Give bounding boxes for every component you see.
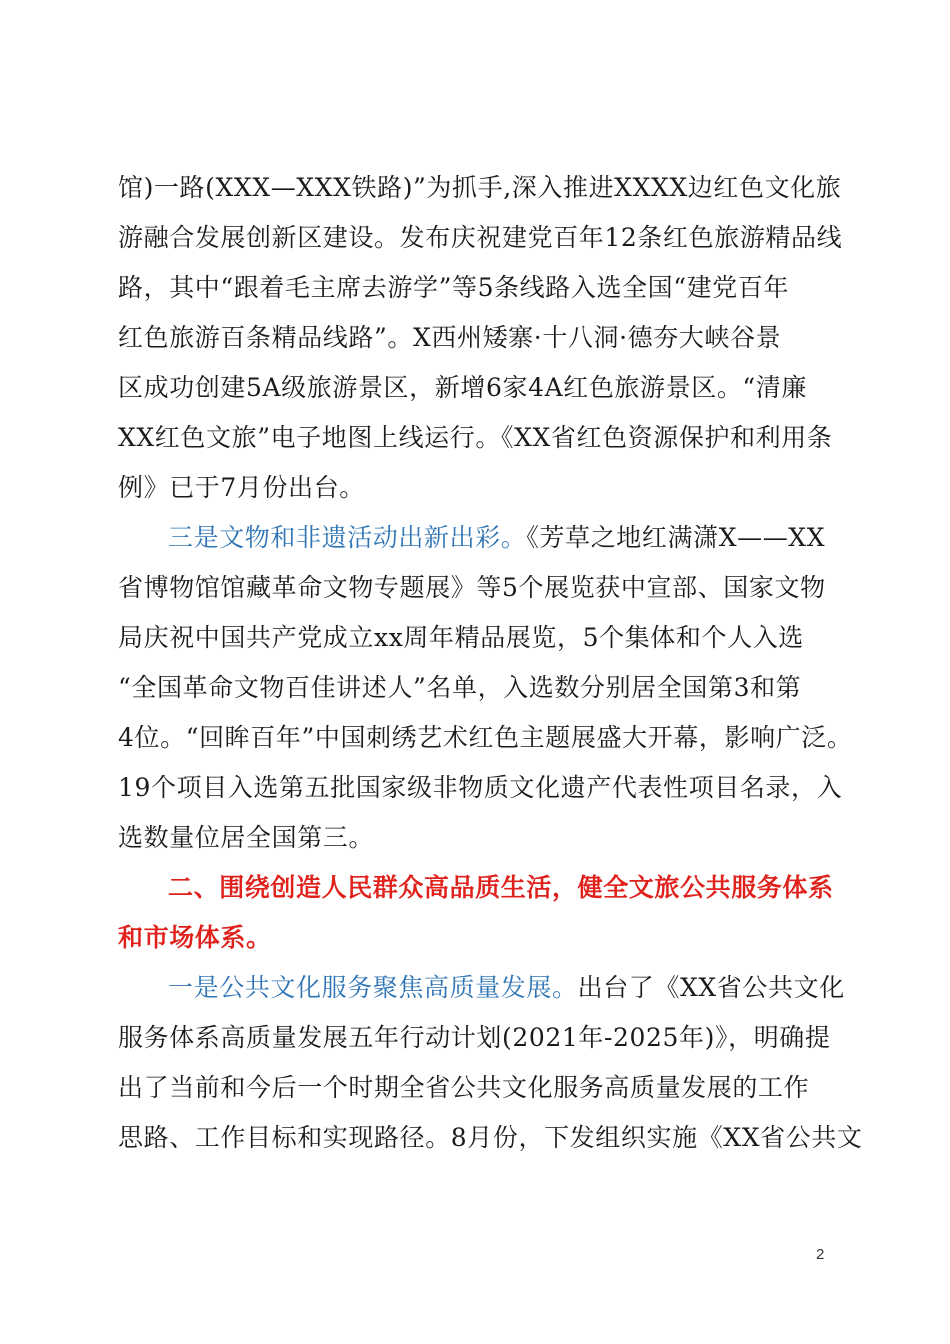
section-heading: 二、围绕创造人民群众高品质生活，健全文旅公共服务体系	[168, 873, 834, 902]
section-lead-blue: 一是公共文化服务聚焦高质量发展。	[168, 973, 578, 1002]
paragraph-line	[118, 462, 832, 514]
paragraph-line	[118, 212, 843, 264]
page-number: 2	[816, 1246, 825, 1263]
paragraph-line	[118, 1112, 863, 1164]
line-text: 例》已于7月份出台。	[118, 473, 365, 502]
paragraph-line	[118, 562, 832, 614]
paragraph-line	[118, 662, 832, 714]
line-text: 馆)一路(XXX—XXX铁路)”为抓手,深入推进XXXX边红色文化旅	[118, 173, 842, 202]
section-lead-blue: 三是文物和非遗活动出新出彩。	[168, 523, 527, 552]
line-text: 19个项目入选第五批国家级非物质文化遗产代表性项目名录，入	[118, 773, 843, 802]
paragraph-line	[168, 962, 882, 1014]
line-text: 选数量位居全国第三。	[118, 823, 375, 852]
line-text: 局庆祝中国共产党成立xx周年精品展览，5个集体和个人入选	[118, 623, 804, 652]
section-heading-line	[118, 912, 832, 964]
paragraph-line	[168, 512, 882, 564]
line-text: 《芳草之地红满潇X——XX	[526, 523, 826, 552]
paragraph-line	[118, 1062, 832, 1114]
line-text: 4位。“回眸百年”中国刺绣艺术红色主题展盛大开幕，影响广泛。	[118, 723, 853, 752]
line-text: 区成功创建5A级旅游景区，新增6家4A红色旅游景区。“清廉	[118, 373, 808, 402]
paragraph-line	[118, 362, 832, 414]
line-text: “全国革命文物百佳讲述人”名单，入选数分别居全国第3和第	[118, 673, 802, 702]
paragraph-line	[118, 312, 832, 364]
paragraph-line	[118, 412, 832, 464]
line-text: 出了当前和今后一个时期全省公共文化服务高质量发展的工作	[118, 1073, 810, 1102]
line-text: 路，其中“跟着毛主席去游学”等5条线路入选全国“建党百年	[118, 273, 790, 302]
paragraph-line	[118, 1012, 832, 1064]
line-text: 红色旅游百条精品线路”。X西州矮寨·十八洞·德夯大峡谷景	[118, 323, 782, 352]
line-text: 游融合发展创新区建设。发布庆祝建党百年12条红色旅游精品线	[118, 223, 843, 252]
paragraph-line	[118, 762, 843, 814]
line-text: XX红色文旅”电子地图上线运行。《XX省红色资源保护和利用条	[118, 423, 833, 452]
paragraph-line	[118, 612, 832, 664]
line-text: 服务体系高质量发展五年行动计划(2021年-2025年)》，明确提	[118, 1023, 831, 1052]
paragraph-line	[118, 162, 842, 214]
line-text: 省博物馆馆藏革命文物专题展》等5个展览获中宣部、国家文物	[118, 573, 826, 602]
section-heading: 和市场体系。	[118, 923, 272, 952]
section-heading-line	[168, 862, 882, 914]
line-text: 出台了《XX省公共文化	[577, 973, 845, 1002]
paragraph-line	[118, 262, 832, 314]
paragraph-line	[118, 812, 832, 864]
paragraph-line	[118, 712, 853, 764]
line-text: 思路、工作目标和实现路径。8月份，下发组织实施《XX省公共文	[118, 1123, 863, 1152]
